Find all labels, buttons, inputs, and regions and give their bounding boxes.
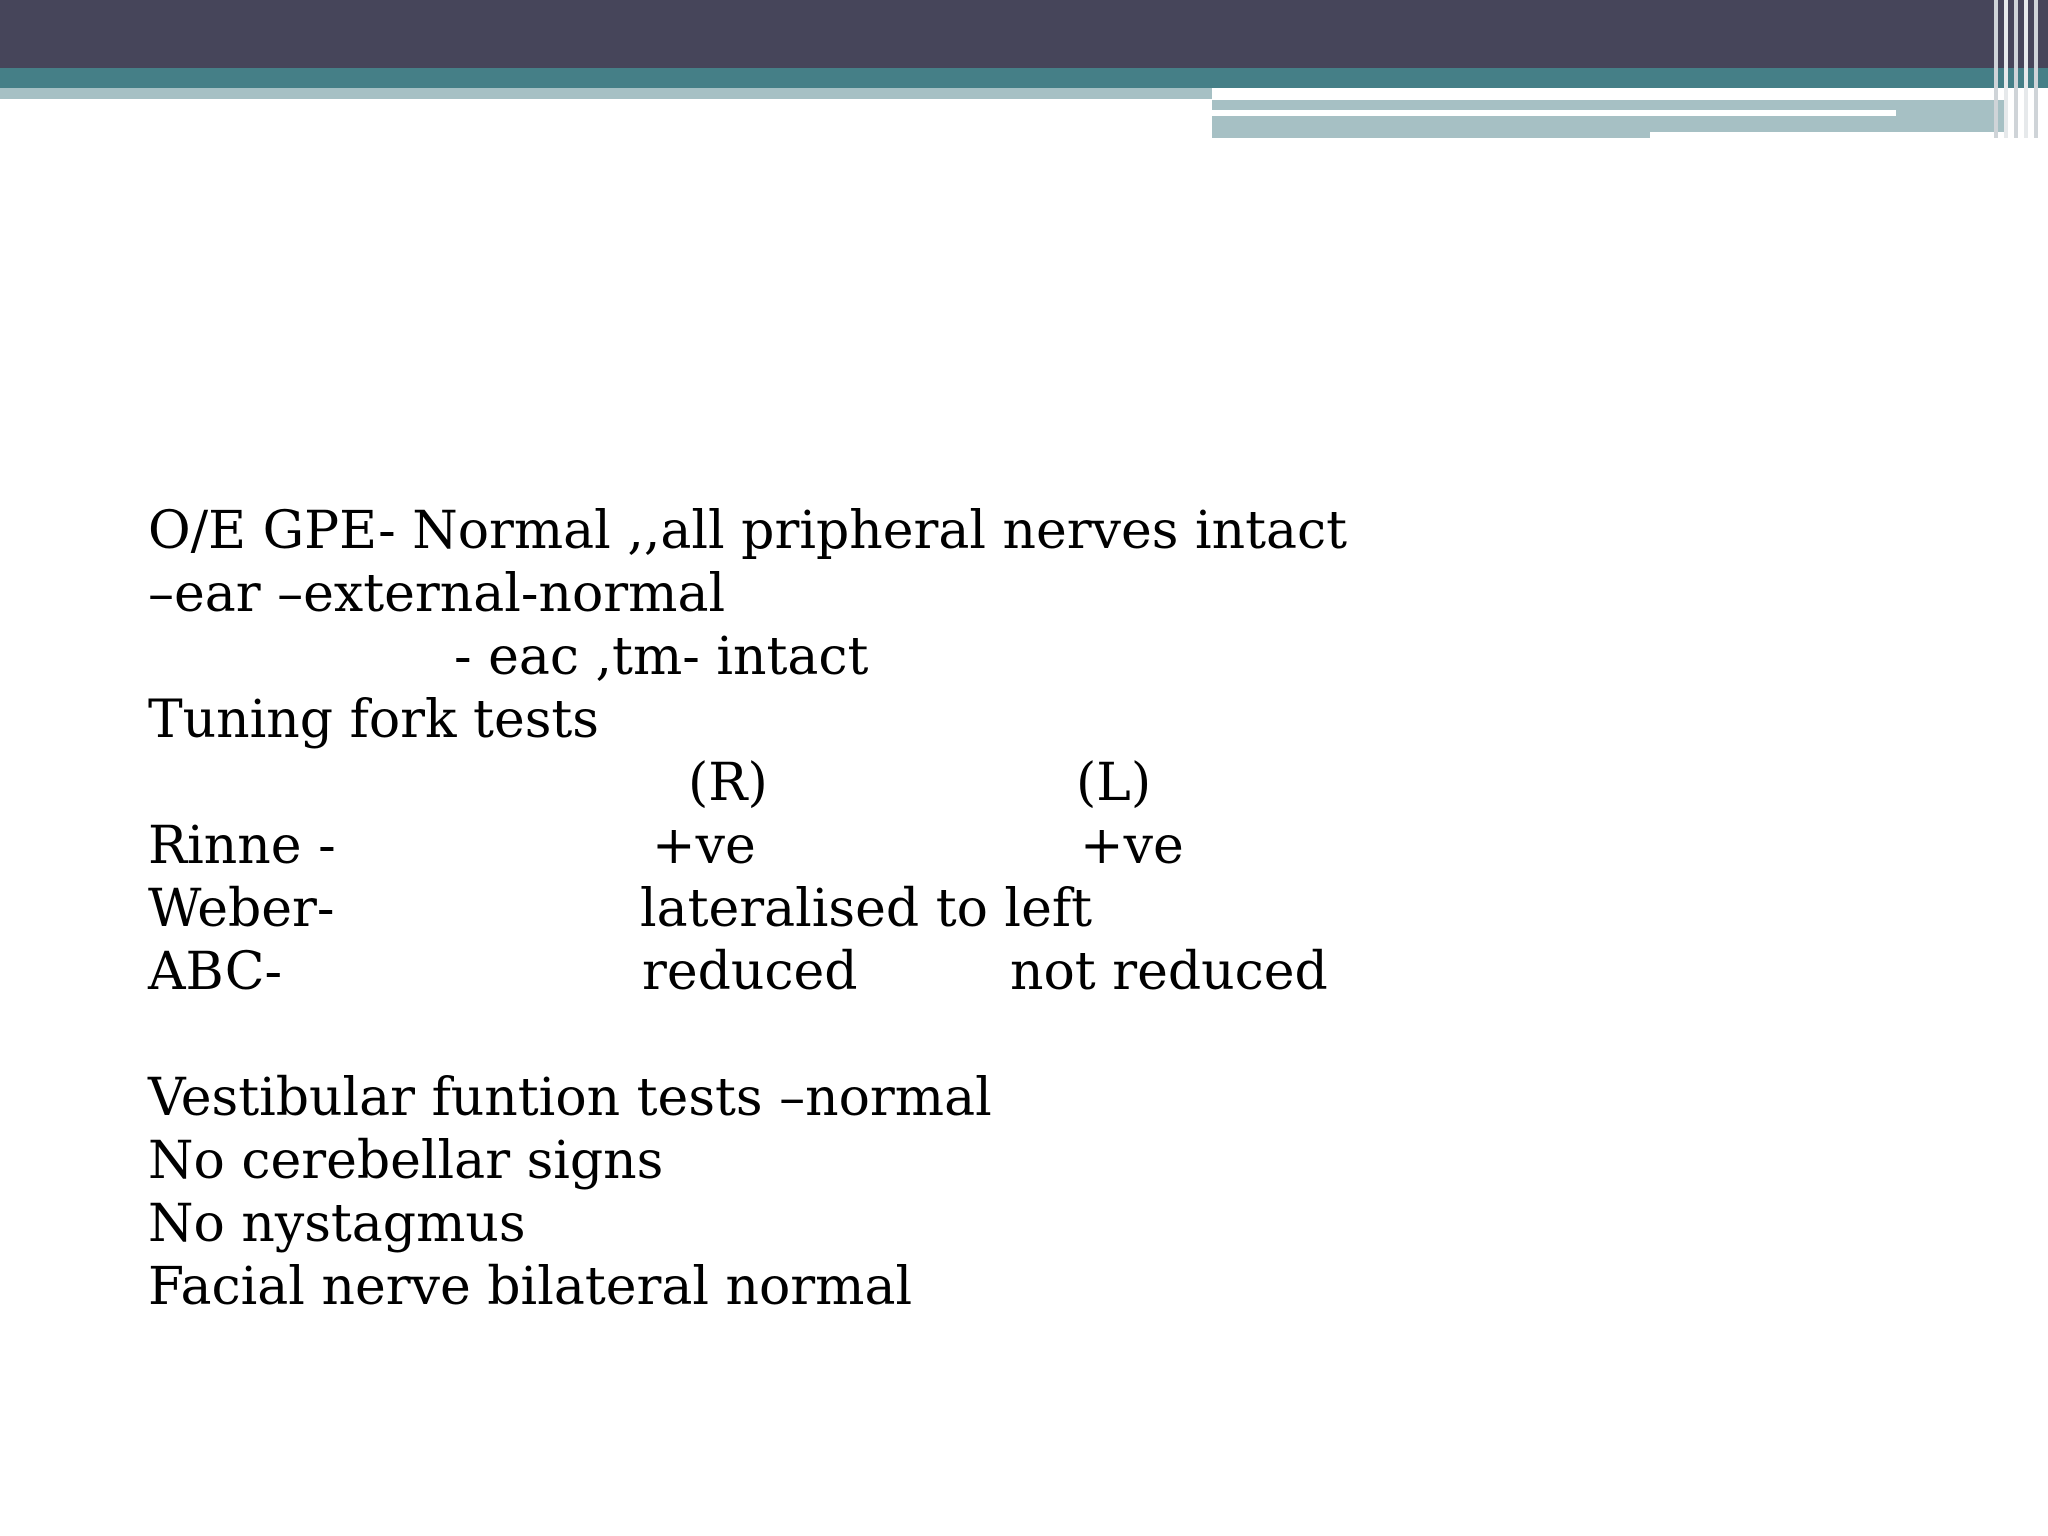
weber-value: lateralised to left <box>640 879 1092 939</box>
ear-external-text: –ear –external-normal <box>148 564 726 624</box>
abc-right-value: reduced <box>642 942 858 1002</box>
exam-line <box>148 626 1648 689</box>
exam-line <box>148 1130 1648 1193</box>
left-ear-header: (L) <box>1076 753 1152 813</box>
abc-label: ABC- <box>148 942 283 1002</box>
header-band-teal <box>0 68 2048 88</box>
rinne-right-value: +ve <box>652 816 756 876</box>
header-band-white-line <box>1212 110 1896 116</box>
nystagmus-text: No nystagmus <box>148 1194 526 1254</box>
right-ear-header: (R) <box>688 753 768 813</box>
exam-line <box>148 1256 1648 1319</box>
rinne-row <box>148 815 1648 878</box>
abc-row <box>148 941 1648 1004</box>
gpe-text: O/E GPE- Normal ,,all pripheral nerves intact <box>148 501 1348 561</box>
corner-stripes <box>1990 0 2048 138</box>
weber-label: Weber- <box>148 879 335 939</box>
weber-row <box>148 878 1648 941</box>
tuning-fork-heading: Tuning fork tests <box>148 690 599 750</box>
facial-nerve-text: Facial nerve bilateral normal <box>148 1257 913 1317</box>
rinne-label: Rinne - <box>148 816 336 876</box>
rinne-left-value: +ve <box>1080 816 1184 876</box>
header-band-light-left <box>0 88 1212 99</box>
vestibular-text: Vestibular funtion tests –normal <box>148 1068 992 1128</box>
slide-body <box>148 500 1648 1319</box>
header-band-dark <box>0 0 2048 68</box>
column-header-row <box>148 752 1648 815</box>
exam-line <box>148 689 1648 752</box>
exam-line <box>148 1193 1648 1256</box>
cerebellar-text: No cerebellar signs <box>148 1131 664 1191</box>
exam-line <box>148 1067 1648 1130</box>
exam-line <box>148 500 1648 563</box>
eac-tm-text: - eac ,tm- intact <box>454 627 869 687</box>
exam-line <box>148 563 1648 626</box>
header-band-notch <box>1650 132 2010 138</box>
abc-left-value: not reduced <box>1010 942 1328 1002</box>
blank-line <box>148 1004 1648 1067</box>
